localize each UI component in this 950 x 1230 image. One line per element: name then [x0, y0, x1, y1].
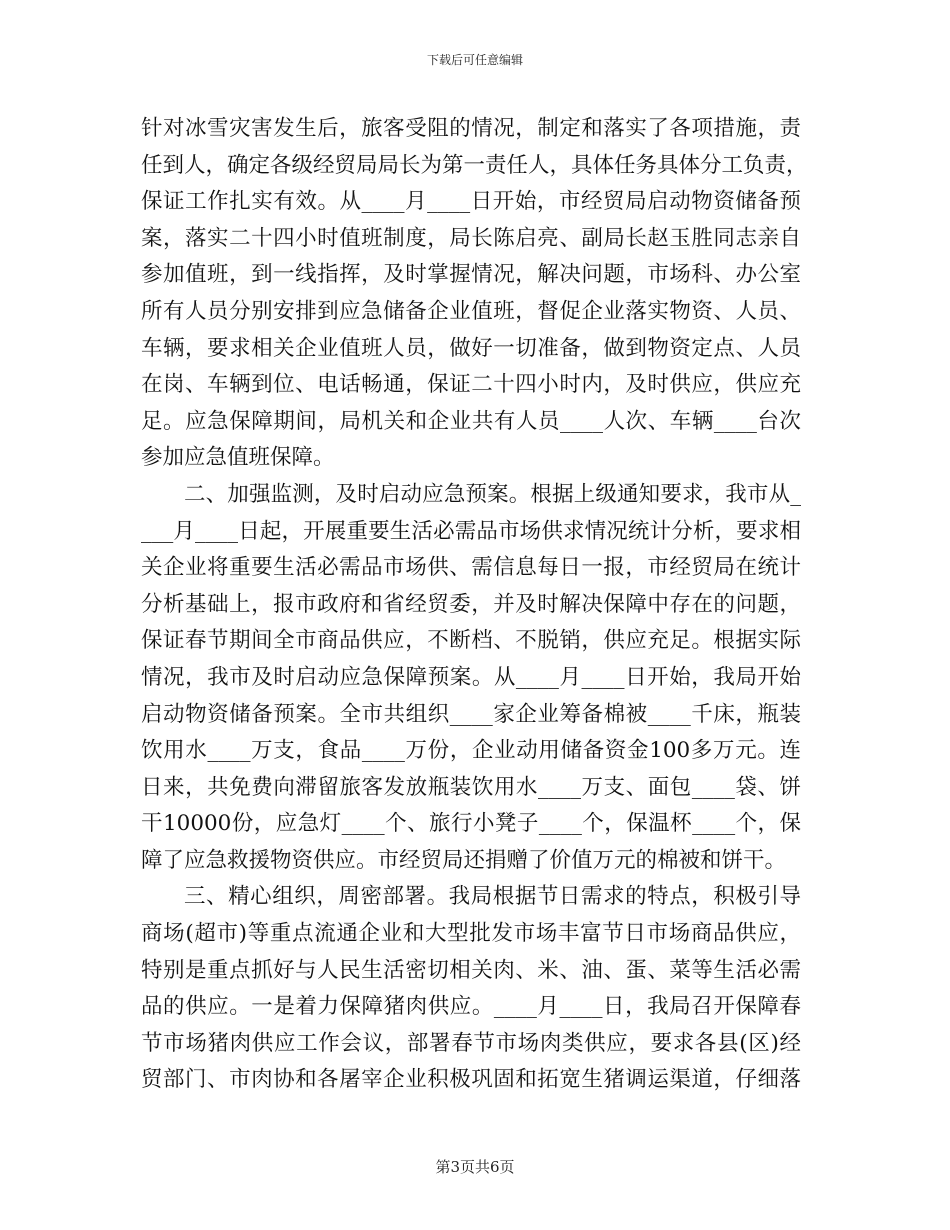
text-line: 参加值班，到一线指挥，及时掌握情况，解决问题，市场科、办公室: [141, 262, 801, 288]
text-line: 贸部门、市肉协和各屠宰企业积极巩固和拓宽生猪调运渠道，仔细落: [141, 1067, 801, 1093]
paragraph-3: [141, 879, 801, 1099]
text-line: 饮用水____万支，食品____万份，企业动用储备资金100多万元。连: [141, 738, 801, 764]
text-line: 特别是重点抓好与人民生活密切相关肉、米、油、蛋、菜等生活必需: [141, 957, 801, 983]
text-line: 品的供应。一是着力保障猪肉供应。____月____日，我局召开保障春: [141, 994, 801, 1020]
text-line: 任到人，确定各级经贸局局长为第一责任人，具体任务具体分工负责，: [141, 152, 808, 178]
text-line: 案，落实二十四小时值班制度，局长陈启亮、副局长赵玉胜同志亲自: [141, 225, 801, 251]
text-line: 节市场猪肉供应工作会议，部署春节市场肉类供应，要求各县(区)经: [141, 1030, 801, 1056]
text-line: 障了应急救援物资供应。市经贸局还捐赠了价值万元的棉被和饼干。: [141, 847, 787, 873]
paragraph-1: [141, 111, 808, 477]
paragraph-2: [141, 477, 801, 880]
text-line: 在岗、车辆到位、电话畅通，保证二十四小时内，及时供应，供应充: [141, 372, 801, 398]
text-line: 针对冰雪灾害发生后，旅客受阻的情况，制定和落实了各项措施，责: [141, 116, 801, 141]
text-line: 所有人员分别安排到应急储备企业值班，督促企业落实物资、人员、: [141, 298, 801, 324]
text-line: 分析基础上，报市政府和省经贸委，并及时解决保障中存在的问题，: [141, 591, 801, 617]
text-line: 启动物资储备预案。全市共组织____家企业筹备棉被____千床，瓶装: [141, 701, 801, 727]
text-line: 保证春节期间全市商品供应，不断档、不脱销，供应充足。根据实际: [141, 628, 801, 654]
text-line: 保证工作扎实有效。从____月____日开始，市经贸局启动物资储备预: [141, 189, 801, 215]
page-header: 下载后可任意编辑: [426, 53, 523, 67]
page-footer: 第3页共6页: [435, 1158, 515, 1176]
text-line: 商场(超市)等重点流通企业和大型批发市场丰富节日市场商品供应，: [141, 921, 801, 947]
text-line: 情况，我市及时启动应急保障预案。从____月____日开始，我局开始: [141, 664, 801, 690]
text-line: 参加应急值班保障。: [141, 445, 335, 471]
document-body: [141, 111, 808, 1099]
text-line: 日来，共免费向滞留旅客发放瓶装饮用水____万支、面包____袋、饼: [141, 774, 801, 800]
text-line: 干10000份，应急灯____个、旅行小凳子____个，保温杯____个，保: [141, 811, 801, 837]
text-line: ___月____日起，开展重要生活必需品市场供求情况统计分析，要求相: [141, 518, 801, 544]
text-line: 车辆，要求相关企业值班人员，做好一切准备，做到物资定点、人员: [141, 335, 801, 361]
text-line: 二、加强监测，及时启动应急预案。根据上级通知要求，我市从_: [184, 481, 801, 507]
text-line: 关企业将重要生活必需品市场供、需信息每日一报，市经贸局在统计: [141, 555, 801, 581]
text-line: 足。应急保障期间，局机关和企业共有人员____人次、车辆____台次: [141, 408, 801, 434]
text-line: 三、精心组织，周密部署。我局根据节日需求的特点，积极引导: [184, 884, 801, 910]
